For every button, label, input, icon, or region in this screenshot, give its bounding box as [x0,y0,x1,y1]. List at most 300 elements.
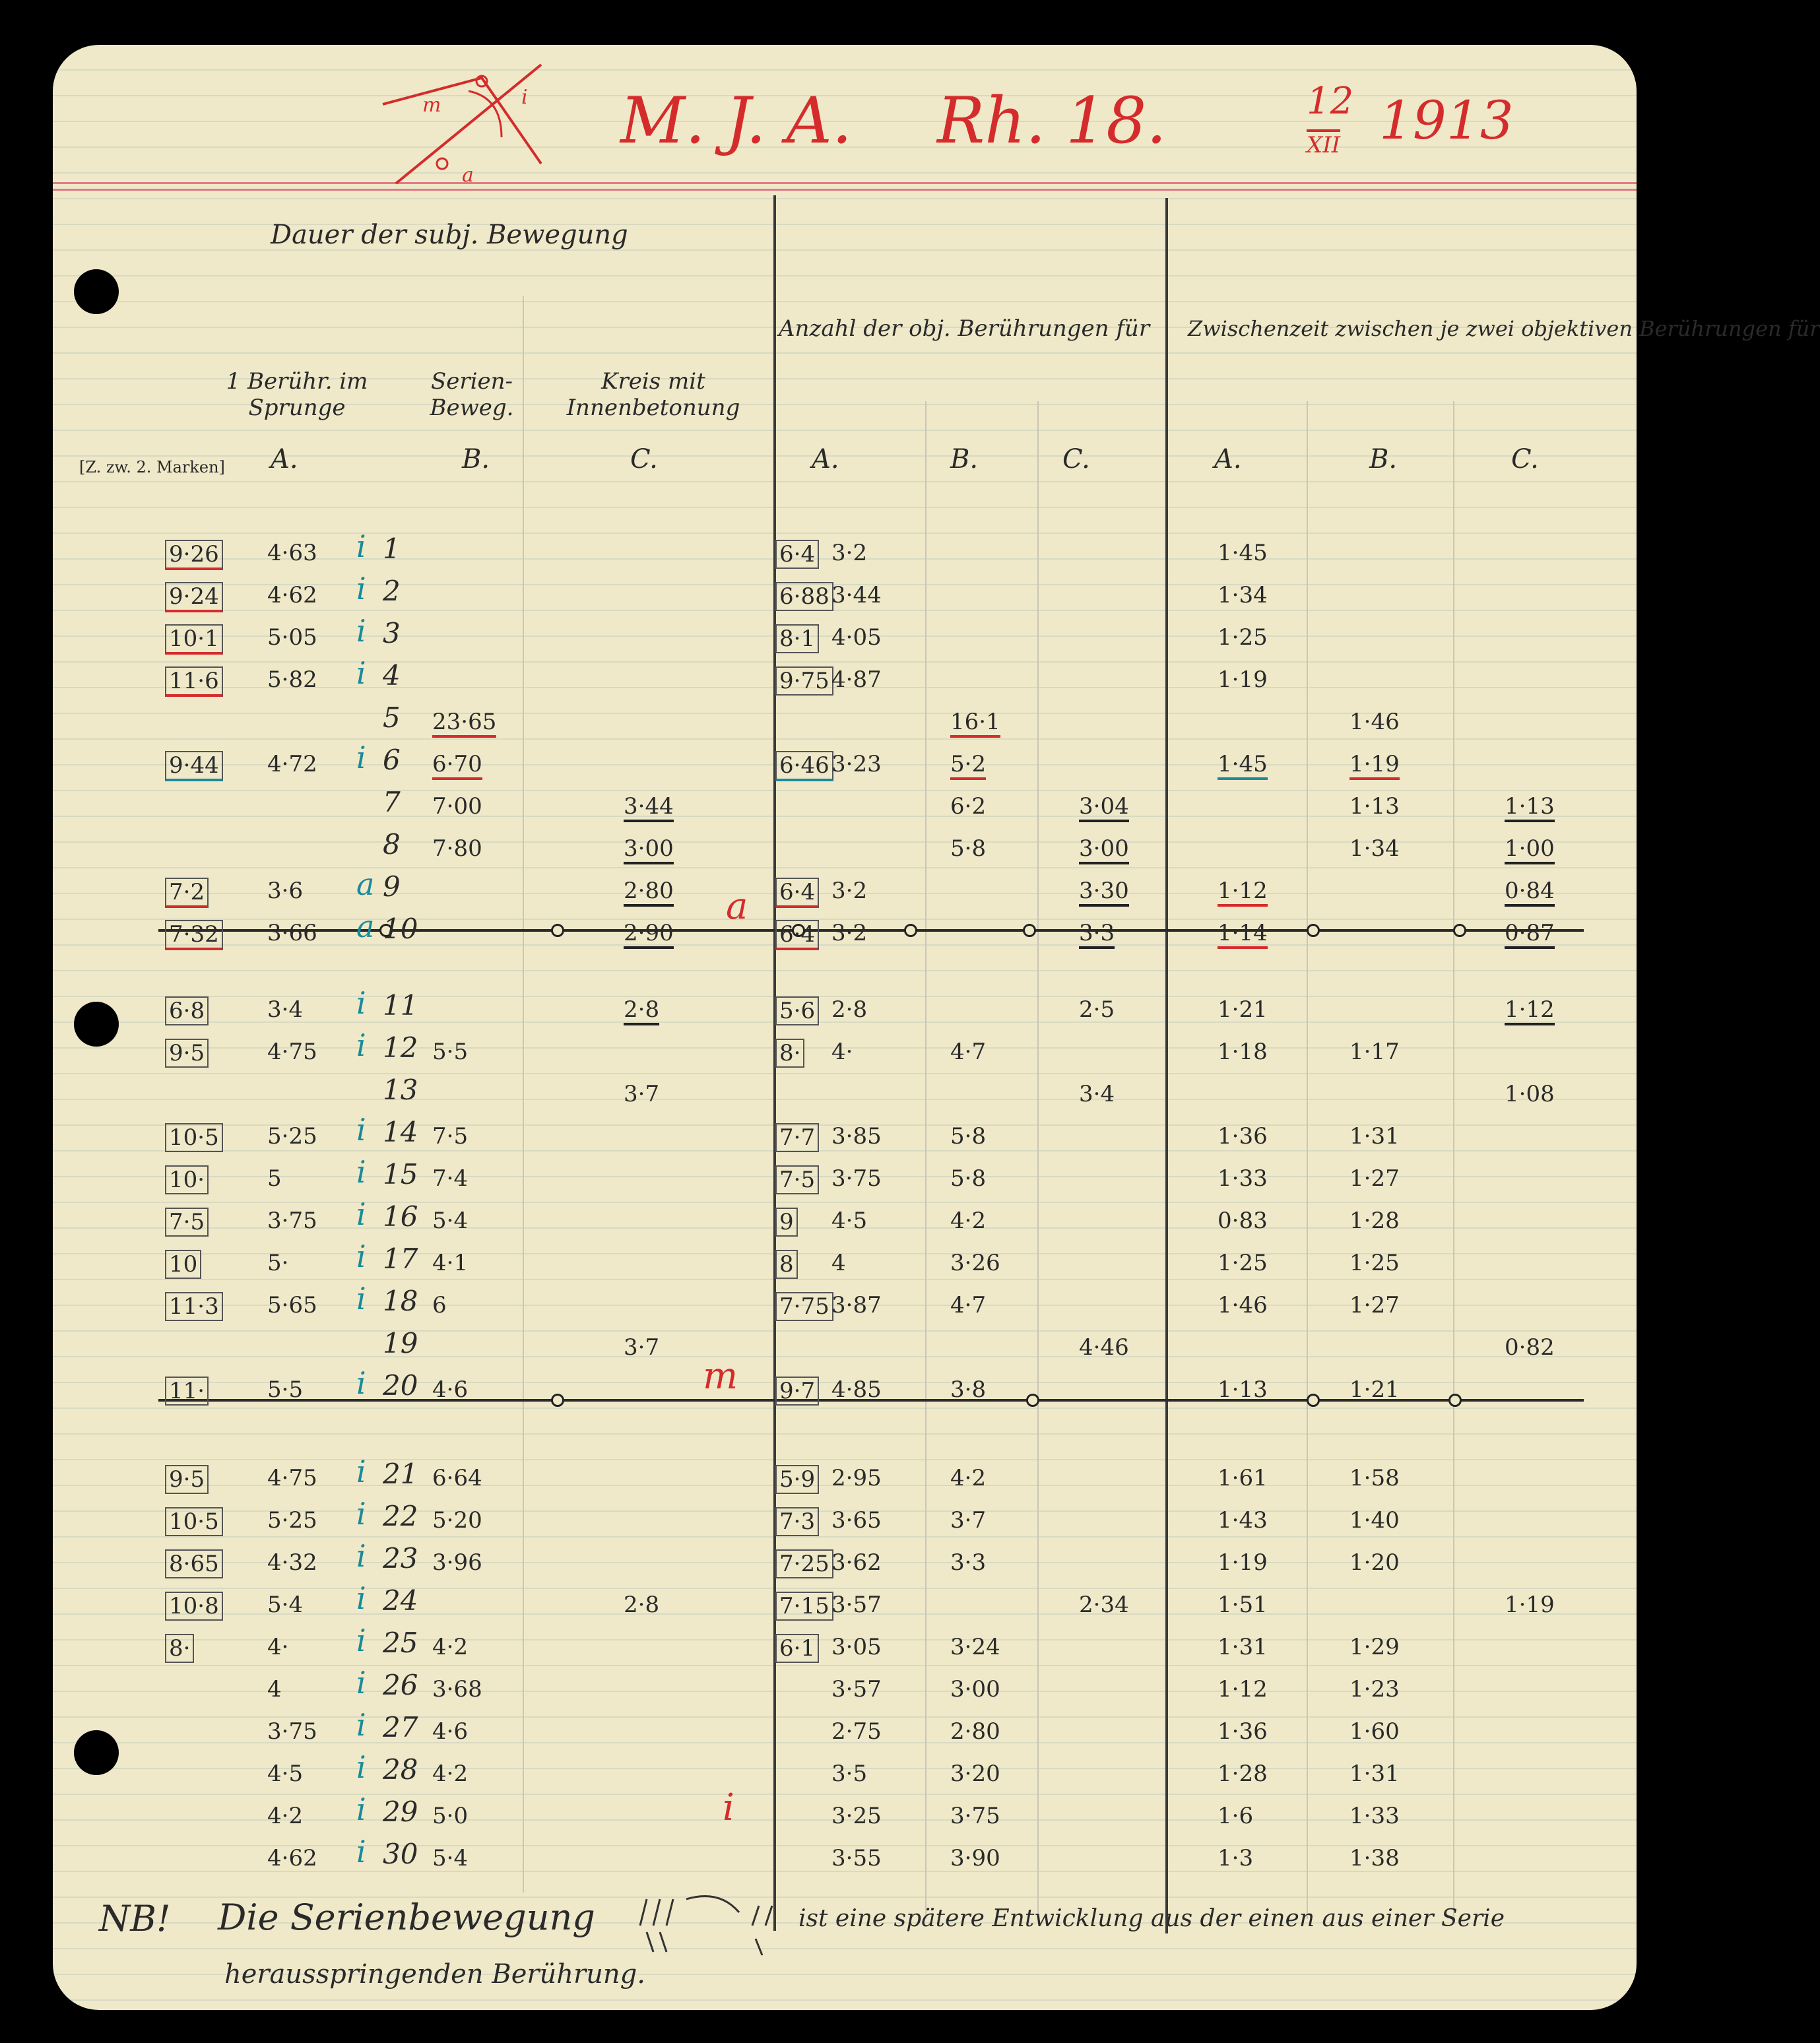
cell-z: 10 [165,1250,201,1279]
cell-dA: 5 [267,1165,282,1192]
cell-dA: 5·65 [267,1292,317,1318]
cell-zA: 1·21 [1218,996,1268,1023]
table-row [53,785,1637,827]
cell-az: 7·15 [775,1592,833,1621]
subheading-circle: Kreis mit Innenbetonung [566,368,740,421]
cell-az: 7·25 [775,1549,833,1578]
cell-zB: 1·25 [1349,1250,1400,1276]
cell-aB: 3·90 [950,1845,1000,1871]
table-row [53,1538,1637,1584]
cell-n: 29 [383,1796,418,1828]
cell-s: i [356,1496,366,1532]
cell-az: 7·7 [775,1123,819,1152]
cell-aA: 3·2 [831,878,868,904]
cell-n: 10 [383,913,418,945]
col-B-duration: B. [462,444,490,474]
cell-aB: 3·7 [950,1507,987,1534]
col-C-interval: C. [1511,444,1539,474]
cell-zA: 0·83 [1218,1208,1268,1234]
cell-az: 5·9 [775,1465,819,1494]
cell-aA: 4·05 [831,624,882,651]
cell-aB: 4·2 [950,1208,987,1234]
cell-s: i [356,613,366,649]
cell-dB: 6·64 [432,1465,482,1491]
cell-dB: 5·4 [432,1208,469,1234]
cell-az: 6·1 [775,1634,819,1663]
subheading-single-touch: 1 Berühr. im Sprunge [226,368,368,421]
cell-aC: 2·5 [1079,996,1115,1023]
cell-dC: 3·7 [624,1081,660,1107]
cell-zB: 1·33 [1349,1803,1400,1829]
cell-s: i [356,1792,366,1827]
table-row [53,1365,1637,1411]
cell-aA: 2·75 [831,1718,882,1745]
table-row [53,1027,1637,1073]
cell-n: 1 [383,533,401,565]
cell-s: i [356,1454,366,1489]
cell-dB: 4·2 [432,1634,469,1660]
cell-aA: 3·75 [831,1165,882,1192]
cell-zA: 1·45 [1218,540,1268,566]
cell-aB: 4·2 [950,1465,987,1491]
cell-zC: 1·12 [1505,996,1555,1025]
cell-az: 7·75 [775,1292,833,1321]
cell-zC: 0·82 [1505,1334,1555,1361]
cell-s: i [356,1281,366,1316]
cell-dB: 4·2 [432,1761,469,1787]
table-row [53,866,1637,912]
cell-zB: 1·27 [1349,1165,1400,1192]
cell-s: i [356,1580,366,1616]
cell-dB: 5·0 [432,1803,469,1829]
table-row [53,740,1637,785]
cell-aA: 4 [831,1250,846,1276]
header-rule [53,182,1637,184]
cell-n: 8 [383,828,401,860]
cell-dA: 5·25 [267,1507,317,1534]
section-mark-i: i [723,1786,734,1829]
cell-zA: 1·31 [1218,1634,1268,1660]
cell-dC: 2·8 [624,1592,660,1618]
cell-aB: 16·1 [950,709,1000,738]
col-C-count: C. [1062,444,1090,474]
cell-aA: 3·05 [831,1634,882,1660]
cell-n: 14 [383,1116,418,1148]
table-row [53,1112,1637,1157]
cell-zA: 1·28 [1218,1761,1268,1787]
cell-aA: 3·23 [831,751,882,777]
cell-zA: 1·36 [1218,1123,1268,1150]
cell-dA: 5·82 [267,666,317,693]
cell-zB: 1·20 [1349,1549,1400,1576]
cell-az: 6·46 [775,751,833,781]
cell-dC: 3·44 [624,793,674,822]
cell-s: i [356,985,366,1021]
cell-zA: 1·33 [1218,1165,1268,1192]
cell-z: 10·1 [165,624,223,655]
cell-z: 9·44 [165,751,223,781]
cell-dA: 4·63 [267,540,317,566]
cell-zB: 1·23 [1349,1676,1400,1702]
cell-n: 23 [383,1542,418,1574]
cell-aA: 3·2 [831,540,868,566]
cell-zC: 1·00 [1505,835,1555,864]
cell-aA: 3·87 [831,1292,882,1318]
cell-aB: 3·24 [950,1634,1000,1660]
cell-n: 12 [383,1031,418,1064]
cell-s: i [356,1112,366,1148]
cell-n: 11 [383,989,418,1021]
cell-aA: 3·2 [831,920,868,946]
table-row [53,1707,1637,1753]
cell-s: i [356,1623,366,1658]
cell-zB: 1·19 [1349,751,1400,780]
cell-n: 27 [383,1711,418,1743]
cell-aB: 5·2 [950,751,986,780]
cell-n: 30 [383,1838,418,1870]
cell-n: 4 [383,659,401,692]
cell-dB: 23·65 [432,709,496,738]
cell-az: 9·7 [775,1377,819,1406]
table-row [53,1073,1637,1115]
table-row [53,701,1637,743]
cell-z: 9·5 [165,1465,209,1494]
cell-z: 10·5 [165,1507,223,1536]
table-row [53,909,1637,954]
cell-dB: 6 [432,1292,447,1318]
cell-dB: 5·20 [432,1507,482,1534]
cell-aB: 3·00 [950,1676,1000,1702]
table-row [53,1454,1637,1499]
table-row [53,613,1637,659]
cell-zA: 1·45 [1218,751,1268,780]
binder-hole [74,1730,119,1775]
cell-az: 6·4 [775,920,819,950]
group-heading-count: Anzahl der obj. Berührungen für [779,315,1150,342]
cell-zA: 1·19 [1218,1549,1268,1576]
footnote-label: NB! [99,1898,171,1939]
series-stroke-sketch [634,1886,792,1959]
cell-zA: 1·6 [1218,1803,1254,1829]
cell-zA: 1·14 [1218,920,1268,949]
footnote-text-1a: Die Serienbewegung [218,1897,595,1938]
cell-dA: 5·05 [267,624,317,651]
cell-s: i [356,571,366,606]
table-row [53,1665,1637,1710]
cell-aB: 3·20 [950,1761,1000,1787]
cell-aB: 5·8 [950,835,987,862]
cell-z: 7·2 [165,878,209,908]
footnote-text-2: herausspringenden Berührung. [224,1959,645,1990]
diagram-label-i: i [521,86,528,109]
binder-hole [74,269,119,314]
table-row [53,1834,1637,1879]
cell-zB: 1·34 [1349,835,1400,862]
cell-dA: 3·75 [267,1718,317,1745]
cell-aB: 4·7 [950,1039,987,1065]
cell-aA: 3·65 [831,1507,882,1534]
marker-note: [Z. zw. 2. Marken] [79,458,225,476]
cell-zA: 1·46 [1218,1292,1268,1318]
cell-zA: 1·19 [1218,666,1268,693]
date-day: 12 [1307,80,1354,123]
col-A-count: A. [812,444,839,474]
cell-zB: 1·31 [1349,1761,1400,1787]
cell-zB: 1·13 [1349,793,1400,820]
cell-zB: 1·40 [1349,1507,1400,1534]
cell-s: i [356,1538,366,1574]
cell-az: 9·75 [775,666,833,696]
notebook-page [53,45,1820,2010]
cell-zB: 1·38 [1349,1845,1400,1871]
cell-dB: 7·4 [432,1165,469,1192]
cell-s: i [356,1365,366,1401]
col-A-interval: A. [1214,444,1242,474]
cell-az: 8·1 [775,624,819,653]
cell-az: 8· [775,1039,804,1068]
cell-n: 22 [383,1500,418,1532]
table-row [53,1154,1637,1200]
cell-az: 6·88 [775,582,833,611]
cell-z: 11· [165,1377,209,1406]
cell-n: 2 [383,575,401,607]
cell-dA: 5·25 [267,1123,317,1150]
cell-aA: 3·85 [831,1123,882,1150]
cell-z: 10· [165,1165,209,1194]
cell-zA: 1·36 [1218,1718,1268,1745]
cell-dB: 7·00 [432,793,482,820]
cell-dA: 4·62 [267,1845,317,1871]
table-row [53,529,1637,574]
cell-n: 18 [383,1285,418,1317]
cell-zB: 1·58 [1349,1465,1400,1491]
cell-s: i [356,1707,366,1743]
cell-az: 8 [775,1250,798,1279]
cell-s: i [356,1749,366,1785]
cell-zB: 1·17 [1349,1039,1400,1065]
cell-aB: 5·8 [950,1123,987,1150]
cell-z: 11·3 [165,1292,223,1321]
table-row [53,827,1637,870]
table-row [53,1792,1637,1837]
cell-n: 16 [383,1200,418,1233]
cell-az: 7·3 [775,1507,819,1536]
date-month: XII [1307,129,1340,158]
cell-zC: 0·87 [1505,920,1555,949]
cell-aA: 3·62 [831,1549,882,1576]
cell-dC: 3·7 [624,1334,660,1361]
section-mark-m: m [703,1355,738,1398]
col-B-interval: B. [1369,444,1398,474]
cell-dA: 5·5 [267,1377,304,1403]
cell-dA: 4·2 [267,1803,304,1829]
cell-dA: 4·75 [267,1039,317,1065]
cell-z: 9·26 [165,540,223,570]
cell-zA: 1·25 [1218,624,1268,651]
series-code: Rh. 18. [937,84,1167,158]
cell-aC: 3·4 [1079,1081,1115,1107]
cell-dA: 5·4 [267,1592,304,1618]
cell-zA: 1·18 [1218,1039,1268,1065]
cell-dC: 3·00 [624,835,674,864]
cell-aC: 3·04 [1079,793,1129,822]
cell-az: 7·5 [775,1165,819,1194]
cell-n: 20 [383,1369,418,1402]
cell-dA: 4·62 [267,582,317,608]
cell-zA: 1·51 [1218,1592,1268,1618]
cell-zA: 1·61 [1218,1465,1268,1491]
cell-s: i [356,1665,366,1701]
cell-dA: 5· [267,1250,289,1276]
cell-n: 28 [383,1753,418,1786]
cell-dB: 3·96 [432,1549,482,1576]
cell-zA: 1·13 [1218,1377,1268,1403]
cell-n: 13 [383,1074,418,1106]
table-row [53,655,1637,701]
cell-aA: 3·44 [831,582,882,608]
header-rule [53,189,1637,191]
table-row [53,1749,1637,1795]
cell-dB: 7·80 [432,835,482,862]
table-row [53,571,1637,616]
cell-dA: 4·75 [267,1465,317,1491]
cell-dA: 4·32 [267,1549,317,1576]
cell-z: 9·24 [165,582,223,612]
table-row [53,1196,1637,1242]
cell-dB: 4·1 [432,1250,469,1276]
cell-n: 25 [383,1627,418,1659]
cell-dA: 4·5 [267,1761,304,1787]
date-year: 1913 [1379,90,1514,151]
cell-s: i [356,1154,366,1190]
cell-z: 11·6 [165,666,223,697]
cell-aB: 6·2 [950,793,987,820]
cell-s: a [356,866,375,902]
cell-n: 26 [383,1669,418,1701]
diagram-label-m: m [422,94,441,117]
cell-az: 6·4 [775,540,819,569]
cell-zB: 1·46 [1349,709,1400,735]
cell-aB: 3·8 [950,1377,987,1403]
cell-s: i [356,529,366,564]
cell-n: 3 [383,617,401,649]
cell-s: a [356,909,375,944]
subject-initials: M. J. A. [620,84,853,158]
footnote-text-1b: ist eine spätere Entwicklung aus der einen aus einer Serie [798,1905,1505,1932]
cell-dA: 3·66 [267,920,317,946]
cell-z: 9·5 [165,1039,209,1068]
cell-az: 6·4 [775,878,819,908]
cell-n: 21 [383,1458,418,1490]
cell-s: i [356,1196,366,1232]
cell-dA: 4· [267,1634,289,1660]
cell-n: 15 [383,1158,418,1190]
cell-dA: 3·6 [267,878,304,904]
cell-n: 17 [383,1243,418,1275]
cell-aA: 4·85 [831,1377,882,1403]
group-heading-interval: Zwischenzeit zwischen je zwei objektiven Berührungen für [1188,316,1820,341]
cell-n: 7 [383,786,401,818]
cell-zA: 1·25 [1218,1250,1268,1276]
cell-dB: 5·4 [432,1845,469,1871]
cell-zA: 1·43 [1218,1507,1268,1534]
cell-az: 9 [775,1208,798,1237]
cell-dB: 6·70 [432,751,482,780]
cell-aB: 5·8 [950,1165,987,1192]
cell-n: 6 [383,744,401,776]
cell-aA: 3·57 [831,1592,882,1618]
cell-zC: 1·19 [1505,1592,1555,1618]
cell-aA: 3·25 [831,1803,882,1829]
cell-az: 5·6 [775,996,819,1025]
cell-dC: 2·80 [624,878,674,907]
cell-zC: 1·13 [1505,793,1555,822]
binder-hole [74,1002,119,1047]
cell-z: 10·8 [165,1592,223,1621]
cell-s: i [356,1239,366,1274]
cell-aB: 3·75 [950,1803,1000,1829]
cell-dB: 4·6 [432,1377,469,1403]
table-row [53,1326,1637,1369]
table-row [53,985,1637,1031]
cell-aA: 2·8 [831,996,868,1023]
cell-s: i [356,1834,366,1869]
cell-zB: 1·31 [1349,1123,1400,1150]
cell-s: i [356,1027,366,1063]
col-C-duration: C. [630,444,658,474]
cell-zA: 1·12 [1218,1676,1268,1702]
cell-n: 9 [383,870,401,903]
cell-z: 10·5 [165,1123,223,1152]
cell-n: 24 [383,1584,418,1617]
subheading-series: Serien-Beweg. [430,368,514,421]
cell-zB: 1·21 [1349,1377,1400,1403]
cell-zC: 1·08 [1505,1081,1555,1107]
cell-aA: 4·87 [831,666,882,693]
cell-aA: 4· [831,1039,853,1065]
cell-aA: 3·5 [831,1761,868,1787]
table-row [53,1580,1637,1626]
cell-zA: 1·34 [1218,582,1268,608]
cell-aC: 2·34 [1079,1592,1129,1618]
cell-dC: 2·90 [624,920,674,949]
cell-dA: 3·4 [267,996,304,1023]
col-B-count: B. [950,444,979,474]
group-heading-duration: Dauer der subj. Bewegung [271,220,628,250]
table-row [53,1239,1637,1284]
cell-s: i [356,740,366,775]
cell-zB: 1·27 [1349,1292,1400,1318]
cell-aA: 2·95 [831,1465,882,1491]
cell-zB: 1·29 [1349,1634,1400,1660]
cell-dA: 3·75 [267,1208,317,1234]
cell-aB: 4·7 [950,1292,987,1318]
cell-aC: 4·46 [1079,1334,1129,1361]
cell-aC: 3·00 [1079,835,1129,864]
cell-aB: 2·80 [950,1718,1000,1745]
cell-aA: 3·57 [831,1676,882,1702]
cell-dB: 7·5 [432,1123,469,1150]
cell-aB: 3·26 [950,1250,1000,1276]
col-A-duration: A. [271,444,298,474]
cell-z: 7·32 [165,920,223,950]
cell-aB: 3·3 [950,1549,987,1576]
cell-dC: 2·8 [624,996,659,1025]
cell-zB: 1·28 [1349,1208,1400,1234]
diagram-label-a: a [462,164,474,187]
table-row [53,1623,1637,1668]
cell-n: 5 [383,701,401,734]
